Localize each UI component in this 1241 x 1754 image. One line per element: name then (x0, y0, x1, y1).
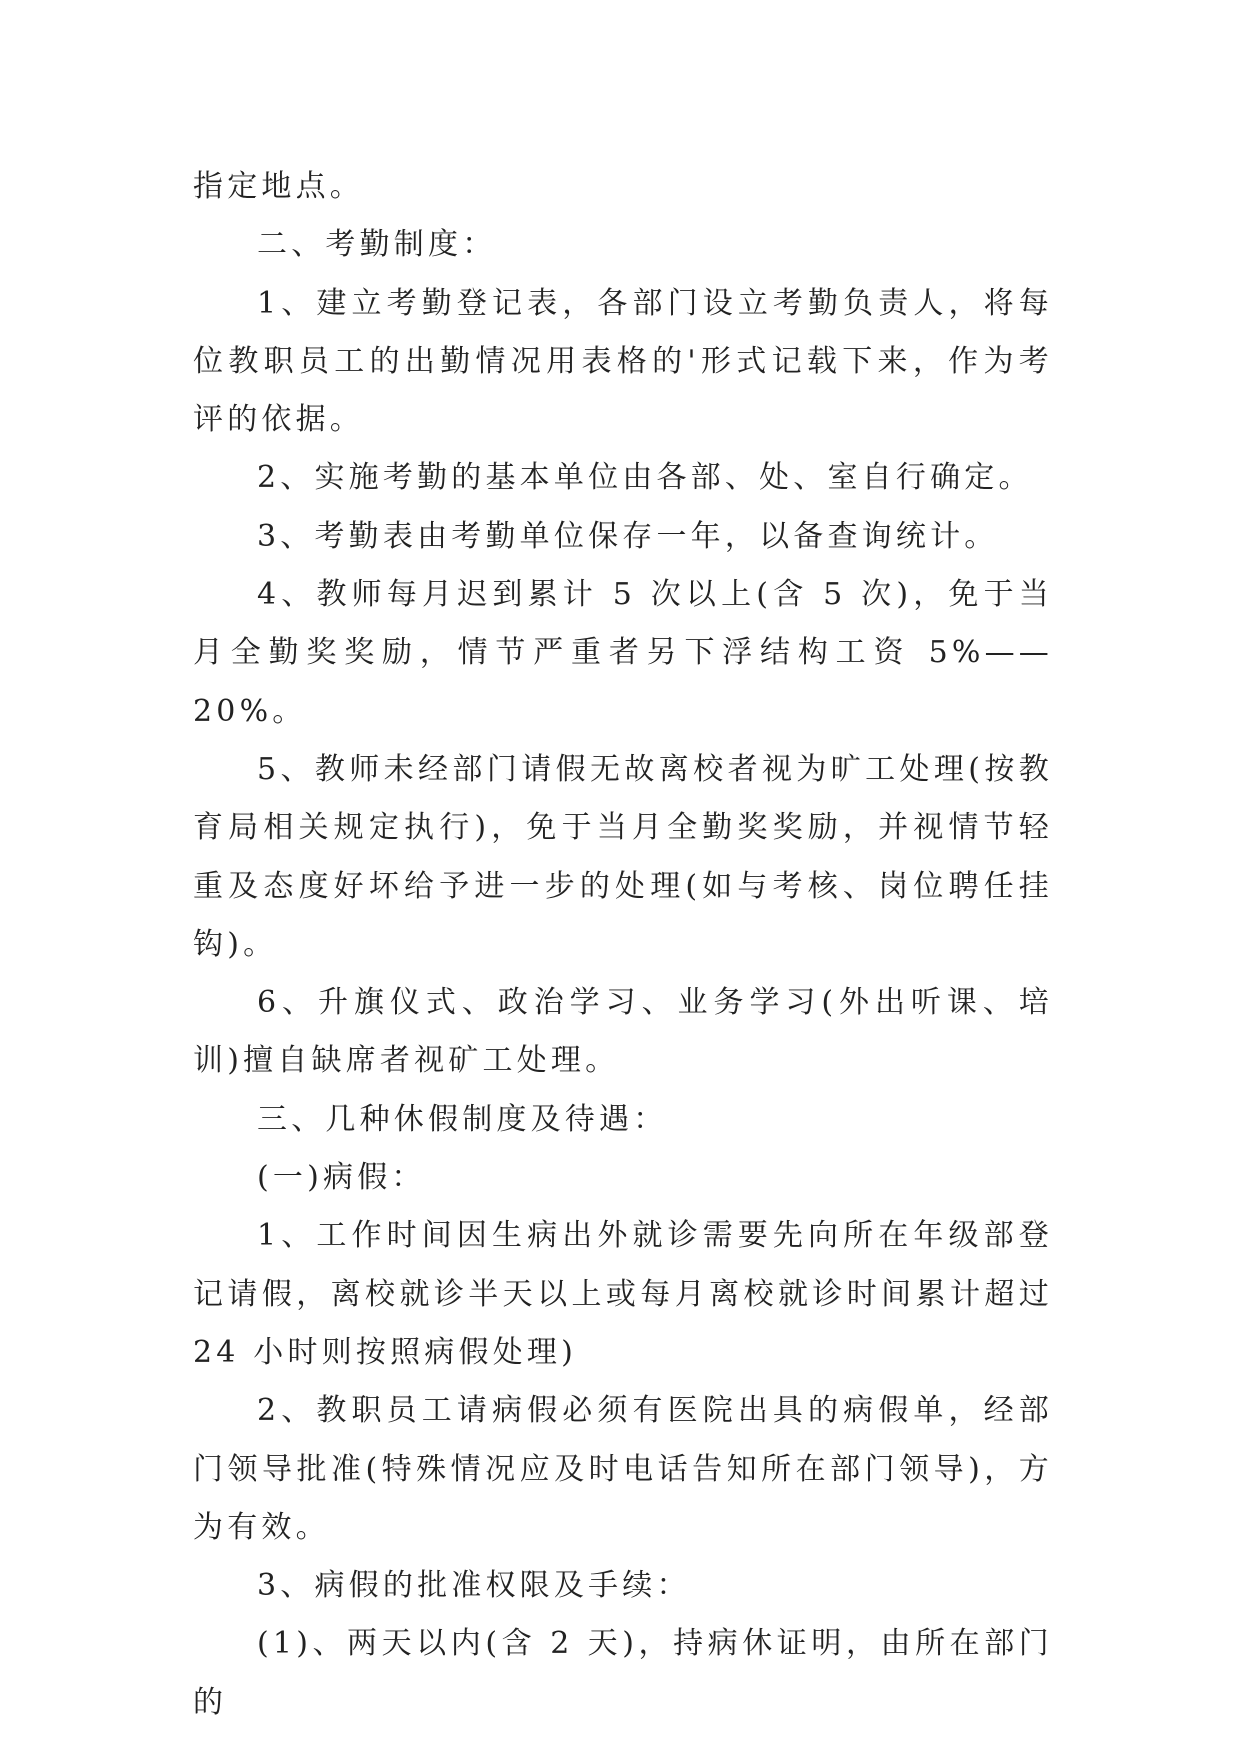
section-heading: 三、几种休假制度及待遇： (257, 1101, 668, 1137)
paragraph: 指定地点。 (193, 169, 364, 204)
paragraph: 3、病假的批准权限及手续： (257, 1568, 691, 1604)
section-heading: 二、考勤制度： (257, 227, 497, 263)
subsection-heading: (一)病假： (257, 1160, 426, 1196)
paragraph: 5、教师未经部门请假无故离校者视为旷工处理(按教育局相关规定执行)，免于当月全勤奖奖励，并视情节轻重及态度好坏给予进一步的处理(如与考核、岗位聘任挂钩)。 (193, 751, 1053, 962)
paragraph: 1、建立考勤登记表，各部门设立考勤负责人，将每位教职员工的出勤情况用表格的'形式记载下来，作为考评的依据。 (193, 285, 1053, 438)
paragraph: (1)、两天以内(含 2 天)，持病休证明，由所在部门的 (193, 1626, 1053, 1720)
paragraph: 2、教职员工请病假必须有医院出具的病假单，经部门领导批准(特殊情况应及时电话告知所在部门领导)，方为有效。 (193, 1393, 1053, 1545)
paragraph: 3、考勤表由考勤单位保存一年，以备查询统计。 (257, 518, 999, 554)
paragraph: 1、工作时间因生病出外就诊需要先向所在年级部登记请假，离校就诊半天以上或每月离校就诊时间累计超过 24 小时则按照病假处理) (193, 1218, 1053, 1370)
paragraph: 2、实施考勤的基本单位由各部、处、室自行确定。 (257, 460, 1033, 496)
document-body (193, 158, 1053, 1732)
paragraph: 6、升旗仪式、政治学习、业务学习(外出听课、培训)擅自缺席者视矿工处理。 (193, 985, 1053, 1079)
paragraph: 4、教师每月迟到累计 5 次以上(含 5 次)，免于当月全勤奖奖励，情节严重者另下浮结构工资 5%——20%。 (193, 577, 1053, 729)
